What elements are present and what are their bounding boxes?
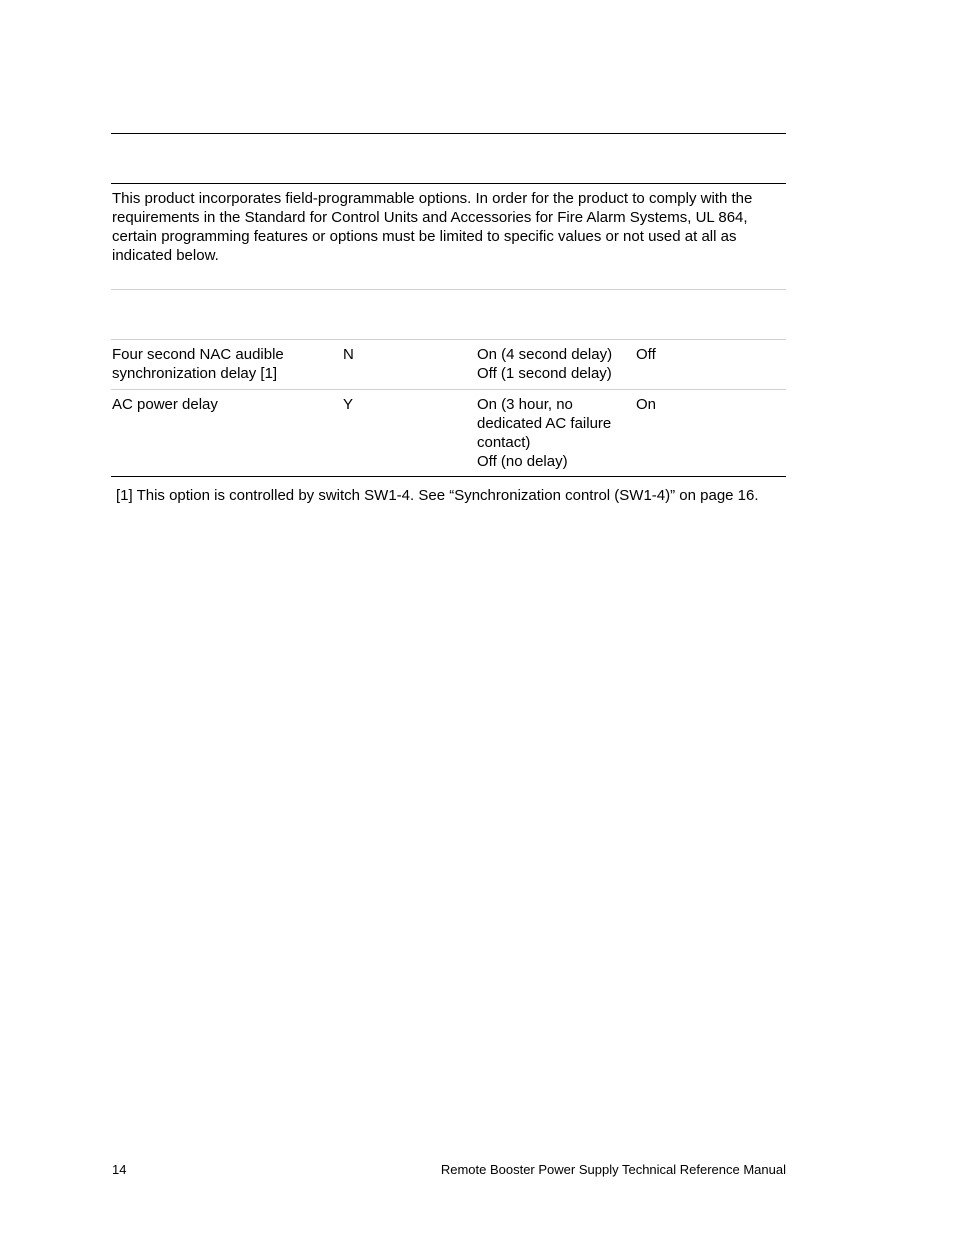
default-cell: Off: [636, 346, 656, 363]
table-row-divider: [111, 389, 786, 390]
manual-title: Remote Booster Power Supply Technical Reference Manual: [440, 1162, 786, 1177]
permitted-cell: N: [343, 346, 354, 363]
default-cell: On: [636, 396, 657, 413]
table-header-rule: [111, 289, 786, 290]
table-row-divider: [111, 339, 786, 340]
section-rule: [111, 183, 786, 184]
table-footnote: [1] This option is controlled by switch SW1-4. See “Synchronization control (SW1-4)” on page 16.: [116, 487, 759, 504]
permitted-cell: Y: [343, 396, 354, 413]
top-rule: [111, 133, 786, 134]
option-cell: AC power delay: [112, 396, 218, 413]
intro-paragraph: This product incorporates field-programmable options. In order for the product to comply with the requirements in the Standard for Control Units and Accessories for Fire Alarm Systems, UL 864, certain programming features or options must be limited to specific values or not used at all as indicated below.: [112, 190, 753, 264]
option-cell: Four second NAC audible synchronization delay [1]: [112, 346, 284, 382]
page-number: 14: [112, 1162, 127, 1177]
settings-cell: On (4 second delay) Off (1 second delay): [477, 346, 613, 382]
table-bottom-rule: [111, 476, 786, 477]
settings-cell: On (3 hour, no dedicated AC failure contact) Off (no delay): [477, 396, 612, 470]
